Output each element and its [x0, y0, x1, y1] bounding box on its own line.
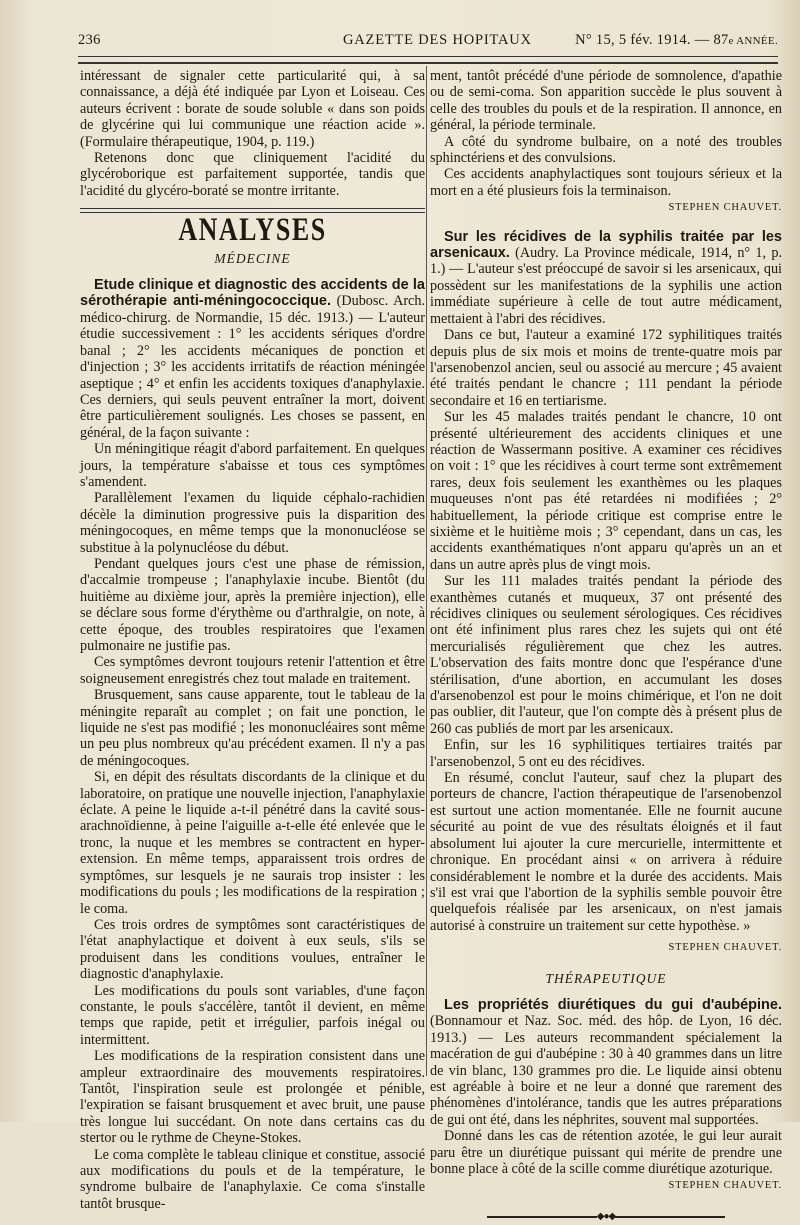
- body-paragraph: Ces symptômes devront toujours retenir l'attention et être soigneusement enregistrés chez tout malade en traitement.: [80, 654, 425, 687]
- body-paragraph: Le coma complète le tableau clinique et constitue, associé aux modifications du pouls et de la température, le syndrome bulbaire de l'anaphylaxie. Ce coma s'installe tantôt brusque-: [80, 1146, 425, 1212]
- page-number: 236: [78, 32, 101, 48]
- journal-title: GAZETTE DES HOPITAUX: [343, 32, 532, 48]
- author-signature: STEPHEN CHAUVET.: [668, 202, 782, 214]
- body-paragraph: Dans ce but, l'auteur a examiné 172 syphilitiques traités depuis plus de six mois et moins de trente-quatre mois par l'arsenobenzol ancien, seul ou associé au mercure ; 45 avaient été traités pendant le chancre ; 111 pendant la période secondaire et 16 en tertiarisme.: [430, 327, 782, 409]
- body-paragraph: Sur les 45 malades traités pendant le chancre, 10 ont présenté ultérieurement des accidents cliniques et une réaction de Wassermann positive. A examiner ces récidives on voit : 1° que les récidives à court terme sont extrêmement rares, deux fois seulement les exanthèmes ou les plaques muqueuses n'ont pas été retardées ni modifiées ; 2° habituellement, la période critique est comprise entre le sixième et le huitième mois ; 3° cependant, dans un cas, les accidents exanthématiques n'ont apparu qu'après un an et dans un autre après plus de vingt mois.: [430, 409, 782, 573]
- issue-info: N° 15, 5 fév. 1914. — 87e ANNÉE.: [575, 32, 778, 48]
- body-paragraph: Donné dans les cas de rétention azotée, le gui leur aurait paru être un diurétique puissant qui mérite de prendre une bonne place à côté de la scille comme diurétique azoturique.: [430, 1128, 782, 1177]
- body-paragraph: Enfin, sur les 16 syphilitiques tertiaires traités par l'arsenobenzol, 5 ont eu des récidives.: [430, 737, 782, 770]
- body-paragraph: A côté du syndrome bulbaire, on a noté des troubles sphinctériens et des convulsions.: [430, 133, 782, 167]
- body-paragraph: En résumé, conclut l'auteur, sauf chez la plupart des porteurs de chancre, l'action thérapeutique de l'arsenobenzol est surtout une action momentanée. Elle ne fournit aucune sécurité au point de vue des résultats éloignés et il faut absolument lui ajouter la cure mercurielle, intermittente et chronique. En procédant ainsi « on arrivera à réduire considérablement le nombre et la durée des accidents. Mais s'il est vrai que l'abortion de la syphilis semble pouvoir être quelquefois réalisée par les arsenicaux, on n'est jamais autorisé à construire un traitement sur cette hypothèse. »: [430, 770, 782, 934]
- article-continuation: [430, 68, 782, 199]
- section-title: ANALYSES: [178, 211, 327, 248]
- subsection-title: MÉDECINE: [214, 250, 291, 266]
- intro-paragraph: intéressant de signaler cette particularité qui, à sa connaissance, a déjà été indiquée par Lyon et Loiseau. Ces auteurs écrivent : borate de soude soluble « dans son poids de glycérine qui lui communique une réaction acide ». (Formulaire thérapeutique, 1904, p. 119.): [80, 68, 425, 150]
- left-column: [80, 68, 425, 1212]
- end-ornament: ◆●◆: [430, 1209, 782, 1225]
- body-paragraph: Sur les 111 malades traités pendant la période des exanthèmes cutanés et muqueux, 37 ont présenté des récidives cliniques ou seulement sérologiques. Ces récidives ont été infiniment plus rares chez les sujets qui ont été mercurialisés régulièrement que chez les autres. L'observation des faits montre donc que l'espérance d'une stérilisation, d'une abortion, en accumulant les doses d'arsenobenzol est pour le moins chimérique, et l'on ne doit pas oublier, dit l'auteur, que l'on compte dès à présent plus de 260 cas publiés de mort par les arsenicaux.: [430, 573, 782, 737]
- intro-paragraph: Retenons donc que cliniquement l'acidité du glycéroborique est parfaitement supportée, tandis que l'acidité du glycéro-boraté se montre irritante.: [80, 150, 425, 199]
- body-paragraph: ment, tantôt précédé d'une période de somnolence, d'apathie ou de semi-coma. Son apparition succède le plus souvent à celle des troubles du pouls et de la respiration. Il annonce, en général, la période terminale.: [430, 68, 782, 134]
- body-paragraph: Parallèlement l'examen du liquide céphalo-rachidien décèle la diminution progressive puis la disparition des méningocoques, en même temps que la mononucléose se substitue à la polynucléose du début.: [80, 490, 425, 556]
- column-divider: [426, 66, 427, 1076]
- article-lead: [80, 277, 425, 441]
- right-column: [430, 68, 782, 1225]
- article-reference: (Dubosc. Arch. médico-chirurg. de Normandie, 15 déc. 1913.) — L'auteur étudie successivement : 1° les accidents sériques d'ordre banal ; 2° les accidents mécaniques de ponction et d'injection ; 3° les accidents irritatifs de réaction méningée aseptique ; 4° et enfin les accidents toxiques d'anaphylaxie. Ces derniers, qui seuls peuvent entraîner la mort, doivent être particulièrement soulignés. Les choses se passent, en général, de la façon suivante :: [80, 293, 425, 441]
- body-paragraph: Si, en dépit des résultats discordants de la clinique et du laboratoire, on pratique une nouvelle injection, l'anaphylaxie éclate. A peine le liquide a-t-il pénétré dans la cavité sous-arachnoïdienne, à peine l'aiguille a-t-elle été enlevée que le tronc, la nuque et les membres se contractent en hyper-extension. En même temps, apparaissent trois ordres de symptômes, sur lesquels je ne saurais trop insister : les modifications du pouls ; les modifications de la respiration ; le coma.: [80, 769, 425, 917]
- page-header: [78, 32, 778, 54]
- body-paragraph: Les modifications du pouls sont variables, d'une façon constante, le pouls s'accélère, tantôt il devient, en même temps que rapide, petit et irrégulier, parfois inégal ou intermittent.: [80, 982, 425, 1048]
- header-rule: [78, 56, 778, 64]
- article-lead: [430, 997, 782, 1128]
- author-signature: STEPHEN CHAUVET.: [668, 1180, 782, 1192]
- article-title: Les propriétés diurétiques du gui d'aubépine.: [444, 996, 782, 1013]
- body-paragraph: Les modifications de la respiration consistent dans une ampleur extraordinaire des mouvements respiratoires. Tantôt, l'inspiration seule est prolongée et pénible, l'expiration se faisant brusquement et avec bruit, une pause très longue lui succédant. On note dans certains cas du stertor ou le rythme de Cheyne-Stokes.: [80, 1048, 425, 1147]
- article-reference: (Audry. La Province médicale, 1914, n° 1, p. 1.) — L'auteur s'est préoccupé de savoir si les arsenicaux, qui possèdent sur les manifestations de la syphilis une action immédiate supérieure à celle de tout autre médicament, mettaient à l'abri des récidives.: [430, 245, 782, 327]
- article-lead: [430, 229, 782, 327]
- article-reference: (Bonnamour et Naz. Soc. méd. des hôp. de Lyon, 16 déc. 1913.) — Les auteurs recommandent spécialement la macération de gui d'aubépine : 30 à 40 grammes dans un litre de vin blanc, 130 grammes pro die. Le liquide ainsi obtenu est agréable à boire et ne leur a donné que rarement des phénomènes d'intolérance, tandis que les autres préparations de gui ont été, dans les néphrites, souvent mal supportées.: [430, 1013, 782, 1128]
- article-body: [430, 1128, 782, 1177]
- body-paragraph: Un méningitique réagit d'abord parfaitement. En quelques jours, la température s'abaisse et tous ces symptômes s'amendent.: [80, 441, 425, 490]
- body-paragraph: Ces accidents anaphylactiques sont toujours sérieux et la mort en a été plusieurs fois la terminaison.: [430, 166, 782, 199]
- body-paragraph: Ces trois ordres de symptômes sont caractéristiques de l'état anaphylactique et doivent à eux seuls, s'ils se produisent dans les conditions voulues, entraîner le diagnostic d'anaphylaxie.: [80, 916, 425, 983]
- subsection-title: THÉRAPEUTIQUE: [545, 970, 667, 986]
- article-body: [80, 441, 425, 1212]
- author-signature: STEPHEN CHAUVET.: [668, 942, 782, 954]
- body-paragraph: Brusquement, sans cause apparente, tout le tableau de la méningite reparaît au complet ; on fait une ponction, le liquide ne s'est pas modifié ; les mononucléaires sont même un peu plus nombreux qu'au précédent examen. Il n'y a pas de méningocoques.: [80, 687, 425, 769]
- article-title: Etude clinique et diagnostic des accidents de la sérothérapie anti-méningococcique.: [80, 277, 425, 310]
- body-paragraph: Pendant quelques jours c'est une phase de rémission, d'accalmie trompeuse ; l'anaphylaxie incube. Bientôt (du huitième au dixième jour, après la première injection), elle se déclare sous forme d'érythème ou d'arthralgie, on note, à cette époque, des troubles respiratoires que l'examen pulmonaire ne justifie pas.: [80, 555, 425, 654]
- article-body: [430, 327, 782, 934]
- article-title: Sur les récidives de la syphilis traitée par les arsenicaux.: [430, 228, 782, 262]
